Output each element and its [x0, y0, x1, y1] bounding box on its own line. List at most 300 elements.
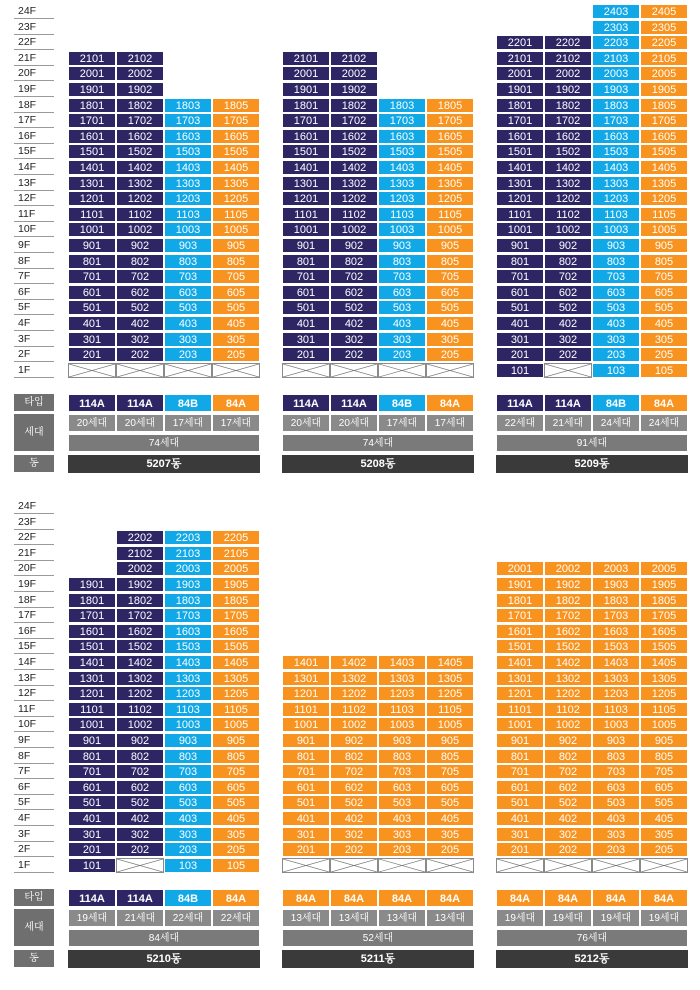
unit-cell: 201: [68, 842, 116, 857]
unit-cell: 502: [330, 300, 378, 315]
unit-cell: 903: [592, 733, 640, 748]
unit-cell: 1901: [68, 82, 116, 97]
unit-cell: 105: [640, 363, 688, 378]
unit-cell: 1302: [330, 176, 378, 191]
unit-cell: 401: [68, 811, 116, 826]
unit-cell: 902: [116, 733, 164, 748]
type-cell: 84A: [426, 394, 474, 412]
unit-cell: 1001: [68, 222, 116, 237]
unit-cell: 1302: [544, 671, 592, 686]
unit-cell: 1603: [164, 624, 212, 639]
unit-cell: 301: [496, 827, 544, 842]
empty-unit-cell: [116, 858, 164, 873]
unit-cell: 303: [592, 827, 640, 842]
unit-cell: 2102: [330, 51, 378, 66]
unit-cell: 501: [68, 300, 116, 315]
unit-cell: 803: [164, 254, 212, 269]
unit-cell: 1401: [68, 160, 116, 175]
unit-cell: 803: [378, 254, 426, 269]
unit-cell: 1305: [640, 176, 688, 191]
empty-unit-cell: [640, 858, 688, 873]
unit-cell: 1205: [640, 191, 688, 206]
unit-cell: 1003: [592, 717, 640, 732]
unit-cell: 2305: [640, 20, 688, 35]
unit-cell: 1101: [496, 207, 544, 222]
unit-cell: 1005: [640, 222, 688, 237]
unit-cell: 2202: [116, 530, 164, 545]
unit-cell: 1103: [592, 702, 640, 717]
floor-label: 5F: [14, 795, 54, 810]
unit-cell: 1405: [212, 655, 260, 670]
unit-cell: 1701: [282, 113, 330, 128]
unit-cell: 705: [426, 764, 474, 779]
unit-cell: 805: [212, 254, 260, 269]
unit-cell: 2205: [212, 530, 260, 545]
unit-cell: 705: [640, 764, 688, 779]
unit-cell: 305: [426, 827, 474, 842]
unit-cell: 903: [164, 238, 212, 253]
unit-cell: 1501: [68, 144, 116, 159]
unit-cell: 1201: [68, 686, 116, 701]
unit-cell: 2001: [68, 66, 116, 81]
unit-cell: 1103: [592, 207, 640, 222]
unit-cell: 905: [640, 733, 688, 748]
unit-cell: 405: [212, 811, 260, 826]
unit-cell: 1105: [426, 207, 474, 222]
unit-cell: 205: [640, 842, 688, 857]
unit-cell: 1002: [544, 222, 592, 237]
unit-cell: 401: [496, 316, 544, 331]
unit-cell: 401: [282, 316, 330, 331]
unit-cell: 2102: [544, 51, 592, 66]
unit-cell: 603: [164, 780, 212, 795]
unit-cell: 1101: [282, 207, 330, 222]
unit-cell: 1402: [330, 160, 378, 175]
unit-cell: 1701: [68, 608, 116, 623]
unit-cell: 1303: [378, 176, 426, 191]
unit-cell: 305: [426, 332, 474, 347]
unit-cell: 1003: [164, 222, 212, 237]
unit-cell: 905: [426, 238, 474, 253]
unit-cell: 605: [212, 285, 260, 300]
building-total-households: 84세대: [68, 929, 260, 947]
unit-cell: 1102: [330, 207, 378, 222]
unit-cell: 1301: [496, 176, 544, 191]
unit-cell: 1203: [164, 686, 212, 701]
unit-cell: 601: [496, 780, 544, 795]
type-cell: 84B: [378, 394, 426, 412]
unit-cell: 701: [68, 764, 116, 779]
unit-cell: 1905: [640, 82, 688, 97]
legend-type-label: 타입: [14, 889, 54, 907]
unit-cell: 1705: [640, 608, 688, 623]
unit-cell: 2203: [164, 530, 212, 545]
unit-cell: 1503: [164, 639, 212, 654]
unit-cell: 1603: [592, 624, 640, 639]
floor-label: 22F: [14, 35, 54, 50]
unit-cell: 1303: [164, 176, 212, 191]
empty-unit-cell: [330, 858, 378, 873]
unit-cell: 1401: [282, 655, 330, 670]
empty-unit-cell: [116, 363, 164, 378]
unit-cell: 1405: [640, 160, 688, 175]
type-cell: 114A: [68, 889, 116, 907]
unit-cell: 703: [592, 764, 640, 779]
unit-cell: 1703: [164, 113, 212, 128]
unit-cell: 901: [496, 733, 544, 748]
building-name: 5210동: [68, 950, 260, 968]
unit-cell: 1505: [426, 144, 474, 159]
type-cell: 84A: [592, 889, 640, 907]
unit-cell: 1105: [640, 207, 688, 222]
household-count-cell: 19세대: [496, 909, 544, 927]
unit-cell: 1901: [496, 82, 544, 97]
unit-cell: 1705: [212, 113, 260, 128]
unit-cell: 2002: [544, 66, 592, 81]
floor-label: 7F: [14, 764, 54, 779]
unit-cell: 1105: [212, 702, 260, 717]
floor-label: 2F: [14, 842, 54, 857]
unit-cell: 701: [496, 269, 544, 284]
unit-cell: 1403: [592, 655, 640, 670]
unit-cell: 902: [330, 238, 378, 253]
building-total-households: 74세대: [282, 434, 474, 452]
unit-cell: 1605: [640, 624, 688, 639]
unit-cell: 402: [116, 316, 164, 331]
unit-cell: 1503: [592, 144, 640, 159]
unit-cell: 1501: [68, 639, 116, 654]
unit-cell: 405: [212, 316, 260, 331]
floor-label: 10F: [14, 717, 54, 732]
floor-label: 20F: [14, 66, 54, 81]
unit-cell: 802: [544, 254, 592, 269]
unit-cell: 802: [116, 254, 164, 269]
unit-cell: 1501: [496, 639, 544, 654]
unit-cell: 902: [330, 733, 378, 748]
unit-cell: 505: [426, 795, 474, 810]
unit-cell: 502: [116, 300, 164, 315]
unit-cell: 605: [426, 285, 474, 300]
unit-cell: 303: [164, 827, 212, 842]
unit-cell: 505: [640, 795, 688, 810]
unit-cell: 901: [282, 238, 330, 253]
unit-cell: 1803: [592, 593, 640, 608]
unit-cell: 202: [116, 842, 164, 857]
unit-cell: 501: [282, 795, 330, 810]
unit-cell: 601: [68, 780, 116, 795]
unit-cell: 1602: [116, 624, 164, 639]
unit-cell: 1902: [544, 82, 592, 97]
type-cell: 84A: [212, 394, 260, 412]
unit-cell: 1203: [164, 191, 212, 206]
unit-cell: 602: [544, 285, 592, 300]
unit-cell: 203: [592, 842, 640, 857]
unit-cell: 701: [496, 764, 544, 779]
unit-cell: 1703: [592, 113, 640, 128]
unit-cell: 1103: [378, 207, 426, 222]
unit-cell: 1601: [68, 624, 116, 639]
unit-cell: 805: [640, 749, 688, 764]
unit-cell: 301: [282, 827, 330, 842]
floor-label: 21F: [14, 546, 54, 561]
unit-cell: 405: [640, 316, 688, 331]
unit-cell: 705: [212, 269, 260, 284]
floor-label: 16F: [14, 624, 54, 639]
household-count-cell: 13세대: [282, 909, 330, 927]
unit-cell: 1502: [330, 144, 378, 159]
type-cell: 84A: [282, 889, 330, 907]
type-cell: 84A: [640, 394, 688, 412]
floor-label: 6F: [14, 285, 54, 300]
unit-cell: 205: [426, 842, 474, 857]
unit-cell: 1901: [282, 82, 330, 97]
unit-cell: 502: [330, 795, 378, 810]
unit-cell: 1801: [496, 98, 544, 113]
empty-unit-cell: [544, 363, 592, 378]
unit-cell: 1103: [164, 207, 212, 222]
unit-cell: 801: [68, 749, 116, 764]
building-name: 5212동: [496, 950, 688, 968]
unit-cell: 1301: [68, 671, 116, 686]
unit-cell: 1805: [426, 98, 474, 113]
unit-cell: 1203: [592, 191, 640, 206]
unit-cell: 1702: [544, 608, 592, 623]
unit-cell: 205: [212, 347, 260, 362]
unit-cell: 301: [496, 332, 544, 347]
unit-cell: 1602: [544, 129, 592, 144]
unit-cell: 1102: [116, 207, 164, 222]
empty-unit-cell: [496, 858, 544, 873]
unit-cell: 1702: [330, 113, 378, 128]
unit-cell: 902: [544, 733, 592, 748]
unit-cell: 1802: [116, 593, 164, 608]
unit-cell: 503: [378, 300, 426, 315]
unit-cell: 902: [544, 238, 592, 253]
unit-cell: 601: [282, 285, 330, 300]
unit-cell: 1502: [116, 144, 164, 159]
floor-label: 14F: [14, 655, 54, 670]
unit-cell: 1403: [164, 160, 212, 175]
unit-cell: 1901: [68, 577, 116, 592]
unit-cell: 1803: [378, 98, 426, 113]
household-count-cell: 20세대: [116, 414, 164, 432]
unit-cell: 1802: [544, 98, 592, 113]
floor-label: 7F: [14, 269, 54, 284]
type-cell: 114A: [68, 394, 116, 412]
unit-cell: 503: [164, 300, 212, 315]
unit-cell: 302: [116, 332, 164, 347]
unit-cell: 1201: [496, 191, 544, 206]
unit-cell: 1201: [68, 191, 116, 206]
unit-cell: 703: [164, 764, 212, 779]
legend-type-label: 타입: [14, 394, 54, 412]
unit-cell: 1501: [496, 144, 544, 159]
unit-cell: 801: [282, 749, 330, 764]
unit-cell: 2003: [164, 561, 212, 576]
unit-cell: 1902: [116, 82, 164, 97]
unit-cell: 901: [282, 733, 330, 748]
floor-label: 24F: [14, 4, 54, 19]
unit-cell: 702: [330, 764, 378, 779]
unit-cell: 1105: [426, 702, 474, 717]
floor-label: 15F: [14, 144, 54, 159]
unit-cell: 702: [544, 269, 592, 284]
unit-cell: 1805: [640, 98, 688, 113]
unit-cell: 805: [212, 749, 260, 764]
floor-label: 24F: [14, 499, 54, 514]
unit-cell: 402: [330, 316, 378, 331]
unit-cell: 1002: [330, 717, 378, 732]
unit-cell: 702: [116, 764, 164, 779]
household-count-cell: 17세대: [212, 414, 260, 432]
unit-cell: 1305: [426, 176, 474, 191]
unit-cell: 1205: [426, 686, 474, 701]
floor-label: 15F: [14, 639, 54, 654]
unit-cell: 1801: [68, 98, 116, 113]
unit-cell: 203: [164, 347, 212, 362]
unit-cell: 1401: [496, 655, 544, 670]
unit-cell: 701: [282, 764, 330, 779]
unit-cell: 1101: [282, 702, 330, 717]
unit-cell: 1403: [378, 160, 426, 175]
unit-cell: 302: [544, 827, 592, 842]
unit-cell: 201: [282, 347, 330, 362]
unit-cell: 1202: [330, 191, 378, 206]
unit-cell: 603: [378, 285, 426, 300]
unit-cell: 903: [592, 238, 640, 253]
household-count-cell: 13세대: [378, 909, 426, 927]
unit-cell: 1802: [544, 593, 592, 608]
unit-cell: 1905: [640, 577, 688, 592]
unit-cell: 201: [68, 347, 116, 362]
floor-label: 10F: [14, 222, 54, 237]
unit-cell: 1505: [212, 144, 260, 159]
unit-cell: 903: [164, 733, 212, 748]
floor-label: 22F: [14, 530, 54, 545]
unit-cell: 1405: [426, 655, 474, 670]
unit-cell: 1005: [212, 222, 260, 237]
unit-cell: 1601: [496, 129, 544, 144]
unit-cell: 302: [116, 827, 164, 842]
type-cell: 84A: [544, 889, 592, 907]
unit-cell: 2101: [282, 51, 330, 66]
unit-cell: 1202: [544, 686, 592, 701]
floor-label: 9F: [14, 733, 54, 748]
floor-label: 4F: [14, 316, 54, 331]
unit-cell: 202: [330, 347, 378, 362]
household-count-cell: 13세대: [330, 909, 378, 927]
type-cell: 114A: [496, 394, 544, 412]
unit-cell: 1605: [212, 624, 260, 639]
unit-cell: 1205: [212, 686, 260, 701]
unit-cell: 1503: [164, 144, 212, 159]
unit-cell: 902: [116, 238, 164, 253]
unit-cell: 1301: [496, 671, 544, 686]
unit-cell: 1303: [592, 671, 640, 686]
unit-cell: 502: [116, 795, 164, 810]
household-count-cell: 20세대: [330, 414, 378, 432]
unit-cell: 703: [378, 764, 426, 779]
legend-households-label: 세대: [14, 414, 54, 452]
unit-cell: 1402: [116, 160, 164, 175]
unit-cell: 203: [164, 842, 212, 857]
unit-cell: 2001: [282, 66, 330, 81]
unit-cell: 101: [68, 858, 116, 873]
unit-cell: 1805: [212, 593, 260, 608]
unit-cell: 1603: [592, 129, 640, 144]
unit-cell: 1002: [544, 717, 592, 732]
unit-cell: 801: [282, 254, 330, 269]
unit-cell: 605: [640, 285, 688, 300]
unit-cell: 103: [164, 858, 212, 873]
floor-label: 2F: [14, 347, 54, 362]
unit-cell: 1201: [282, 686, 330, 701]
unit-cell: 1701: [68, 113, 116, 128]
unit-cell: 205: [640, 347, 688, 362]
unit-cell: 502: [544, 300, 592, 315]
unit-cell: 1003: [378, 717, 426, 732]
unit-cell: 303: [592, 332, 640, 347]
unit-cell: 1203: [378, 191, 426, 206]
unit-cell: 1303: [164, 671, 212, 686]
legend-dong-label: 동: [14, 455, 54, 473]
unit-cell: 1705: [640, 113, 688, 128]
unit-cell: 1602: [544, 624, 592, 639]
unit-cell: 1101: [496, 702, 544, 717]
unit-cell: 705: [212, 764, 260, 779]
unit-cell: 2403: [592, 4, 640, 19]
unit-cell: 1001: [282, 717, 330, 732]
unit-cell: 402: [544, 811, 592, 826]
type-cell: 84A: [212, 889, 260, 907]
unit-cell: 302: [330, 332, 378, 347]
unit-cell: 202: [544, 842, 592, 857]
unit-cell: 305: [640, 332, 688, 347]
unit-cell: 701: [282, 269, 330, 284]
unit-cell: 605: [426, 780, 474, 795]
empty-unit-cell: [378, 363, 426, 378]
household-count-cell: 19세대: [640, 909, 688, 927]
unit-cell: 405: [426, 316, 474, 331]
building-total-households: 52세대: [282, 929, 474, 947]
type-cell: 114A: [116, 394, 164, 412]
unit-cell: 203: [378, 842, 426, 857]
unit-cell: 303: [164, 332, 212, 347]
unit-cell: 1501: [282, 144, 330, 159]
unit-cell: 1001: [68, 717, 116, 732]
unit-cell: 1103: [378, 702, 426, 717]
floor-label: 23F: [14, 20, 54, 35]
floor-label: 21F: [14, 51, 54, 66]
unit-cell: 1502: [544, 639, 592, 654]
unit-cell: 1101: [68, 702, 116, 717]
unit-cell: 1702: [116, 113, 164, 128]
unit-cell: 1403: [592, 160, 640, 175]
unit-cell: 601: [282, 780, 330, 795]
unit-cell: 1401: [68, 655, 116, 670]
unit-cell: 901: [496, 238, 544, 253]
unit-cell: 2102: [116, 546, 164, 561]
unit-cell: 103: [592, 363, 640, 378]
unit-cell: 402: [116, 811, 164, 826]
floor-label: 11F: [14, 207, 54, 222]
unit-cell: 401: [496, 811, 544, 826]
unit-cell: 403: [378, 316, 426, 331]
unit-cell: 1105: [212, 207, 260, 222]
unit-cell: 1205: [640, 686, 688, 701]
type-cell: 84A: [378, 889, 426, 907]
type-cell: 84B: [164, 889, 212, 907]
